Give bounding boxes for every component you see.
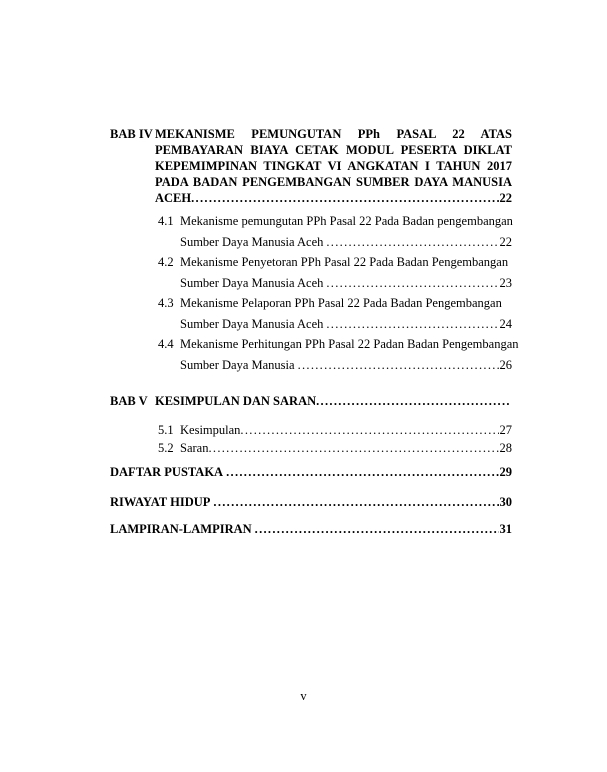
toc-chapter-bab-v <box>110 393 512 457</box>
toc-item-4-4 <box>158 334 519 375</box>
item-text: Mekanisme Perhitungan PPh Pasal 22 Padan Badan Pengembangan <box>180 337 519 351</box>
page-number-ref: 30 <box>499 495 512 509</box>
page-number-ref: 26 <box>499 357 512 372</box>
chapter-heading <box>110 126 512 206</box>
chapter-title-line <box>155 393 512 409</box>
page-number-ref: 28 <box>499 440 512 455</box>
toc-item-line1 <box>158 293 512 314</box>
toc-item-line1 <box>158 252 512 273</box>
page-number-ref: 22 <box>499 234 512 249</box>
chapter-title-line: PEMBAYARAN BIAYA CETAK MODUL PESERTA DIKLAT <box>155 143 512 157</box>
chapter-heading <box>110 393 512 409</box>
toc-entry-lampiran <box>110 521 512 537</box>
toc-item-line2 <box>180 314 512 335</box>
entry-title: DAFTAR PUSTAKA <box>110 465 224 479</box>
entry-title: LAMPIRAN-LAMPIRAN <box>110 522 252 536</box>
toc-item-line1 <box>158 211 512 232</box>
page-number-ref: 23 <box>499 275 512 290</box>
item-number: 5.2 <box>158 440 174 455</box>
item-text-continued: Sumber Daya Manusia Aceh <box>180 316 324 331</box>
item-number: 4.3 <box>158 296 174 310</box>
toc-entry-riwayat-hidup <box>110 494 512 510</box>
chapter-items <box>158 211 519 375</box>
dot-leader <box>213 494 498 510</box>
item-text-continued: Sumber Daya Manusia Aceh <box>180 275 324 290</box>
chapter-title-text: KESIMPULAN DAN SARAN <box>155 394 317 408</box>
page-number-ref: 29 <box>499 465 512 479</box>
dot-leader <box>226 464 498 480</box>
dot-leader <box>326 232 498 253</box>
chapter-title-last-line <box>155 190 512 206</box>
item-text: Mekanisme pemungutan PPh Pasal 22 Pada Badan pengembangan <box>180 214 513 228</box>
toc-item-4-1 <box>158 211 512 252</box>
dot-leader <box>298 355 499 376</box>
toc-entry-daftar-pustaka <box>110 464 512 480</box>
chapter-label: BAB IV <box>110 127 153 141</box>
toc-item-line2 <box>180 355 512 376</box>
chapter-items <box>158 422 512 457</box>
item-number: 4.4 <box>158 337 174 351</box>
item-text: Mekanisme Pelaporan PPh Pasal 22 Pada Badan Pengembangan <box>180 296 502 310</box>
chapter-title-line: KEPEMIMPINAN TINGKAT VI ANGKATAN I TAHUN 2017 <box>155 159 512 173</box>
toc-item-line2 <box>180 232 512 253</box>
toc-item-4-3 <box>158 293 512 334</box>
item-text: Mekanisme Penyetoran PPh Pasal 22 Pada Badan Pengembangan <box>180 255 509 269</box>
dot-leader <box>208 440 498 458</box>
dot-leader <box>191 190 498 206</box>
toc-item-5-2 <box>158 440 512 458</box>
dot-leader <box>326 314 498 335</box>
page-number-ref: 27 <box>499 423 512 437</box>
dot-leader <box>255 521 499 537</box>
toc-item-4-2 <box>158 252 512 293</box>
page-number-ref: 31 <box>499 522 512 536</box>
dot-leader <box>326 273 498 294</box>
chapter-title-line: MEKANISME PEMUNGUTAN PPh PASAL 22 ATAS <box>155 127 512 141</box>
chapter-label: BAB V <box>110 394 148 408</box>
toc-chapter-bab-iv <box>110 126 519 375</box>
page-footer-number: v <box>300 689 307 703</box>
dot-leader <box>240 422 498 440</box>
item-number: 4.1 <box>158 214 174 228</box>
entry-title: RIWAYAT HIDUP <box>110 495 211 509</box>
item-text-continued: Sumber Daya Manusia Aceh <box>180 234 324 249</box>
item-number: 5.1 <box>158 423 174 437</box>
chapter-title <box>155 126 512 206</box>
toc-item-line1 <box>158 334 519 355</box>
chapter-title-line: ACEH <box>155 191 192 205</box>
chapter-title <box>155 393 512 409</box>
toc-item-5-1 <box>158 422 512 440</box>
page-number-ref: 22 <box>499 191 512 205</box>
page-number-ref: 24 <box>499 316 512 331</box>
dot-leader <box>316 393 511 409</box>
item-number: 4.2 <box>158 255 174 269</box>
chapter-title-line: PADA BADAN PENGEMBANGAN SUMBER DAYA MANUSIA <box>155 175 512 189</box>
toc-item-line2 <box>180 273 512 294</box>
item-text-continued: Sumber Daya Manusia <box>180 357 295 372</box>
item-text: Saran <box>180 440 209 455</box>
item-text: Kesimpulan <box>180 423 241 437</box>
